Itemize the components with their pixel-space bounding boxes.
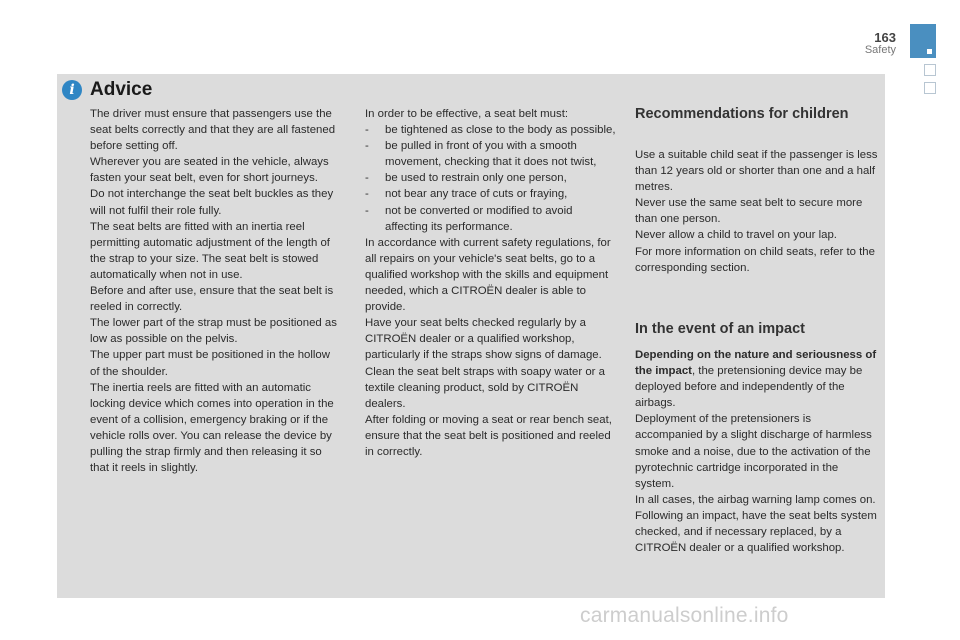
paragraph: Do not interchange the seat belt buckles as they will not fulfil their role fully.: [90, 188, 334, 217]
list-item: [365, 170, 617, 186]
paragraph: In order to be effective, a seat belt must:: [365, 108, 569, 120]
paragraph: Never allow a child to travel on your lap.: [635, 229, 837, 242]
advice-column-1: [90, 106, 340, 476]
section-name: Safety: [864, 44, 896, 56]
paragraph: Use a suitable child seat if the passenger is less than 12 years old or shorter than one and a half metres.: [635, 149, 878, 194]
dash-bullet: -: [365, 188, 369, 201]
recommendations-text: [635, 147, 880, 276]
list-item: [365, 186, 617, 202]
impact-lead-bold: Depending on the nature and seriousness of the impact: [635, 349, 877, 378]
paragraph: The driver must ensure that passengers use the seat belts correctly and that they are all fastened before setting off.: [90, 108, 336, 153]
paragraph: Never use the same seat belt to secure more than one person.: [635, 197, 863, 226]
paragraph: In accordance with current safety regulations, for all repairs on your vehicle's seat belts, go to a qualified workshop with the skills and equipment needed, which a CITROËN dealer is able to provide.: [365, 236, 611, 314]
page-number: 163: [874, 30, 896, 45]
list-item-text: be pulled in front of you with a smooth movement, checking that it does not twist,: [385, 140, 597, 169]
dash-bullet: -: [365, 124, 369, 137]
section-tab[interactable]: [924, 82, 936, 94]
list-item-text: be used to restrain only one person,: [385, 172, 567, 185]
advice-title: Advice: [90, 79, 153, 100]
paragraph: Wherever you are seated in the vehicle, always fasten your seat belt, even for short journeys.: [90, 156, 329, 185]
list-item: [365, 122, 617, 138]
list-item-text: not bear any trace of cuts or fraying,: [385, 188, 568, 201]
list-item: [365, 203, 617, 235]
info-icon: i: [62, 80, 82, 100]
paragraph: Following an impact, have the seat belts system checked, and if necessary replaced, by a CITROËN dealer or a qualified workshop.: [635, 509, 877, 555]
list-item-text: be tightened as close to the body as possible,: [385, 124, 616, 137]
advice-column-2: [365, 106, 617, 460]
paragraph: Clean the seat belt straps with soapy water or a textile cleaning product, sold by CITROËN dealers.: [365, 365, 605, 410]
impact-text: [635, 347, 880, 556]
paragraph: Deployment of the pretensioners is accompanied by a slight discharge of harmless smoke and a noise, due to the activation of the pyrotechnic cartridge incorporated in the system.: [635, 413, 872, 490]
paragraph: The inertia reels are fitted with an automatic locking device which comes into operation in the event of a collision, emergency braking or if the vehicle rolls over. You can release the device by pulling the strap firmly and then releasing it so that it reels in slightly.: [90, 381, 334, 475]
recommendations-title: Recommendations for children: [635, 106, 849, 122]
section-tab[interactable]: [924, 64, 936, 76]
dash-bullet: -: [365, 204, 369, 217]
paragraph: In all cases, the airbag warning lamp comes on.: [635, 493, 876, 506]
paragraph: The lower part of the strap must be positioned as low as possible on the pelvis.: [90, 317, 337, 346]
impact-title: In the event of an impact: [635, 321, 805, 337]
watermark: carmanualsonline.info: [580, 604, 789, 627]
paragraph: Have your seat belts checked regularly by a CITROËN dealer or a qualified workshop, particularly if the straps show signs of damage.: [365, 317, 602, 362]
dash-bullet: -: [365, 140, 369, 153]
list-item: [365, 138, 617, 170]
paragraph: The seat belts are fitted with an inertia reel permitting automatic adjustment of the length of the strap to your size. The seat belt is stowed automatically when not in use.: [90, 220, 330, 281]
impact-lead-rest: , the pretensioning device may be deployed before and independently of the airbags.: [635, 365, 863, 410]
dash-bullet: -: [365, 172, 369, 185]
paragraph: The upper part must be positioned in the hollow of the shoulder.: [90, 349, 330, 378]
paragraph: For more information on child seats, refer to the corresponding section.: [635, 245, 875, 274]
paragraph: Before and after use, ensure that the seat belt is reeled in correctly.: [90, 285, 334, 314]
paragraph: After folding or moving a seat or rear bench seat, ensure that the seat belt is positioned and reeled in correctly.: [365, 413, 612, 458]
list-item-text: not be converted or modified to avoid affecting its performance.: [385, 204, 573, 233]
paragraph: [635, 347, 880, 411]
section-tab-active[interactable]: [910, 24, 936, 58]
